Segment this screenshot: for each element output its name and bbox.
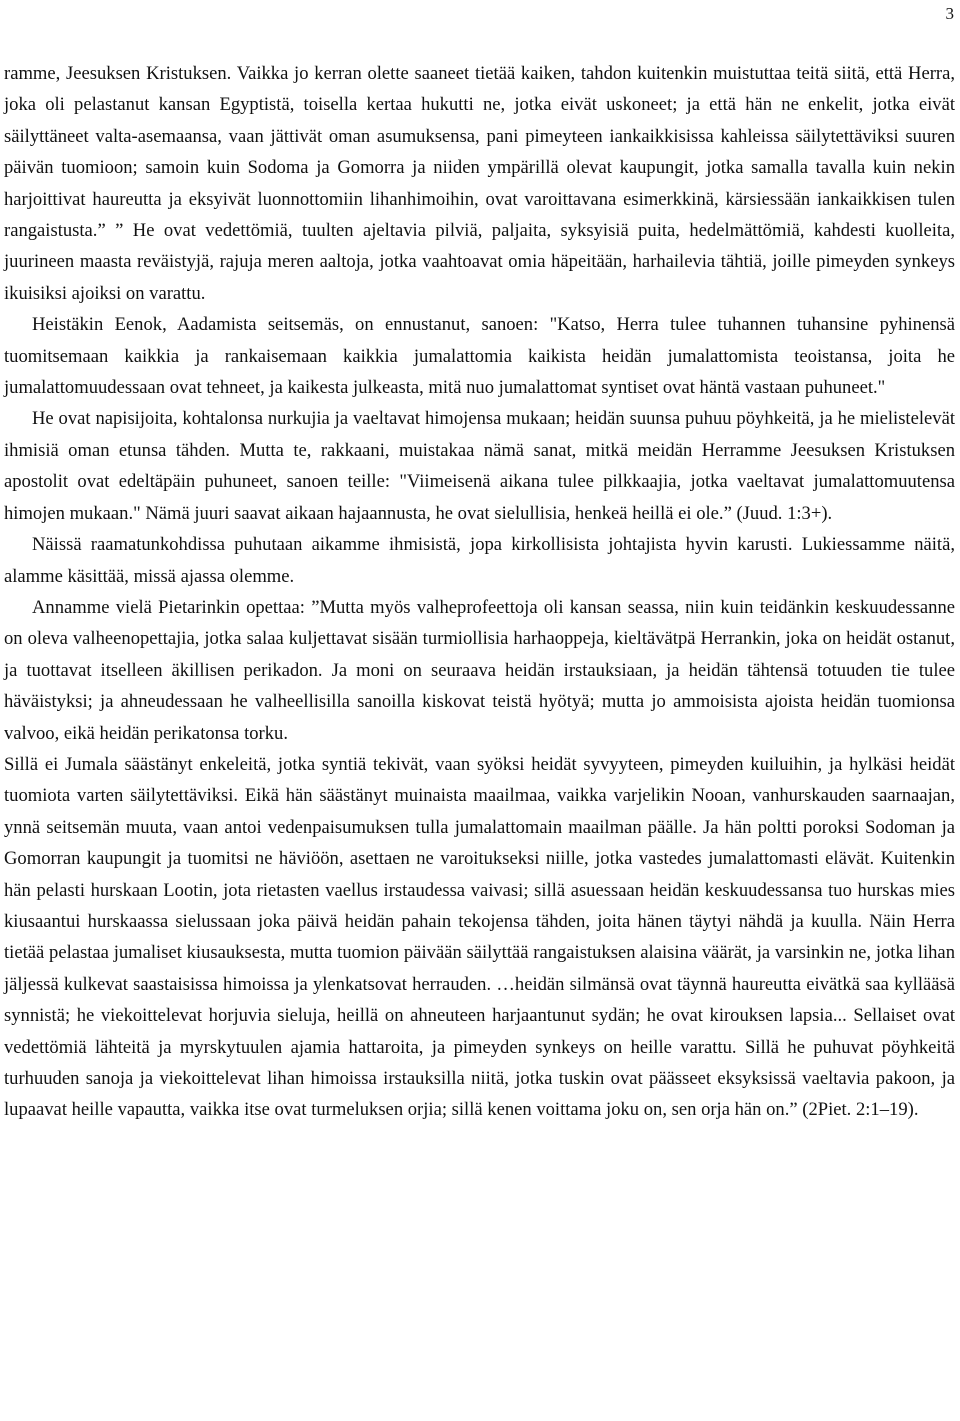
paragraph-4: Näissä raamatunkohdissa puhutaan aikamme ihmisistä, jopa kirkollisista johtajista hyvin karusti. Lukiessamme näitä, alamme käsittää, missä ajassa olemme. — [4, 534, 955, 587]
page-number: 3 — [945, 4, 954, 23]
paragraph-1: ramme, Jeesuksen Kristuksen. Vaikka jo kerran olette saaneet tietää kaiken, tahdon kuitenkin muistuttaa teitä siitä, että Herra, joka oli pelastanut kansan Egyptistä, toisella kertaa hukutti ne, jotka eivät uskoneet; ja että hän ne enkelit, jotka eivät säilyttäneet valta-asemaansa, vaan jättivät oman asumuksensa, pani pimeyteen iankaikkisissa kahleissa säilytettäviksi suuren päivän tuomioon; samoin kuin Sodoma ja Gomorra ja niiden ympärillä olevat kaupungit, jotka samalla tavalla kuin nekin harjoittivat haureutta ja eksyivät luonnottomiin lihanhimoihin, ovat varoittavana esimerkkinä, kärsiessään iankaikkisen tulen rangaistusta.” ” He ovat vedettömiä, tuulten ajeltavia pilviä, paljaita, syksyisiä puita, hedelmättömiä, kahdesti kuolleita, juurineen maasta reväistyjä, rajuja meren aaltoja, jotka vaahtoavat omia häpeitään, harhailevia tähtiä, joille pimeyden synkeys ikuisiksi ajoiksi on varattu. — [4, 63, 955, 304]
paragraph-3: He ovat napisijoita, kohtalonsa nurkujia ja vaeltavat himojensa mukaan; heidän suunsa puhuu pöyhkeitä, ja he mielistelevät ihmisiä oman etunsa tähden. Mutta te, rakkaani, muistakaa nämä sanat, mitkä meidän Herramme Jeesuksen Kristuksen apostolit ovat edeltäpäin puhuneet, sanoen teille: "Viimeisenä aikana tulee pilkkaajia, jotka vaeltavat jumalattomuutensa himojen mukaan." Nämä juuri saavat aikaan hajaannusta, he ovat sielullisia, henkeä heillä ei ole.” (Juud. 1:3+). — [4, 408, 955, 524]
paragraph-6: Sillä ei Jumala säästänyt enkeleitä, jotka syntiä tekivät, vaan syöksi heidät syvyyteen, pimeyden kuiluihin, ja hylkäsi heidät tuomiota varten säilytettäviksi. Eikä hän säästänyt muinaista maailmaa, vaikka varjelikin Nooan, vanhurskauden saarnaajan, ynnä seitsemän muuta, vaan antoi vedenpaisumuksen tulla jumalattomain maailman päälle. Ja hän poltti poroksi Sodoman ja Gomorran kaupungit ja tuomitsi ne häviöön, asettaen ne varoitukseksi niille, jotka vastedes jumalattomasti elävät. Kuitenkin hän pelasti hurskaan Lootin, jota rietasten vaellus irstaudessa vaivasi; sillä asuessaan heidän keskuudessansa tuo hurskas mies kiusaantui hurskaassa sielussaan joka päivä heidän pahain tekojensa tähden, joita hänen täytyi nähdä ja kuulla. Näin Herra tietää pelastaa jumaliset kiusauksesta, mutta tuomion päivään säilyttää rangaistuksen alaisina väärät, ja varsinkin ne, jotka lihan jäljessä kulkevat saastaisissa himoissa ja ylenkatsovat herrauden. …heidän silmänsä ovat täynnä haureutta eivätkä saa kyllääsä synnistä; he viekoittelevat horjuvia sieluja, heillä on ahneuteen harjaantunut sydän; he ovat kirouksen lapsia... Sellaiset ovat vedettömiä lähteitä ja myrskytuulen ajamia hattaroita, ja pimeyden synkeys on heille varattu. Sillä he puhuvat pöyhkeitä turhuuden sanoja ja viekoittelevat lihan himoissa irstauksilla niitä, jotka tuskin ovat päässeet eksyksissä vaeltavia pakoon, ja lupaavat heille vapautta, vaikka itse ovat turmeluksen orjia; sillä kenen voittama joku on, sen orja hän on.” (2Piet. 2:1–19). — [4, 753, 955, 1121]
document-body — [4, 58, 955, 1126]
paragraph-2: Heistäkin Eenok, Aadamista seitsemäs, on ennustanut, sanoen: "Katso, Herra tulee tuhannen tuhansine pyhinensä tuomitsemaan kaikkia ja rankaisemaan kaikkia jumalattomia kaikista heidän jumalattomista teoistansa, joita he jumalattomuudessaan ovat tehneet, ja kaikesta julkeasta, mitä nuo jumalattomat syntiset ovat häntä vastaan puhuneet." — [4, 314, 955, 399]
paragraph-5: Annamme vielä Pietarinkin opettaa: ”Mutta myös valheprofeettoja oli kansan seassa, niin kuin teidänkin keskuudessanne on oleva valheenopettajia, jotka salaa kuljettavat sisään turmiollisia harhaoppeja, kieltävätpä Herrankin, joka on heidät ostanut, ja tuottavat itselleen äkillisen perikadon. Ja moni on seuraava heidän irstauksiaan, ja heidän tähtensä totuuden tie tulee häväistyksi; ja ahneudessaan he valheellisilla sanoilla kiskovat teistä hyötyä; mutta jo ammoisista ajoista heidän tuomionsa valvoo, eikä heidän perikatonsa torku. — [4, 596, 955, 744]
